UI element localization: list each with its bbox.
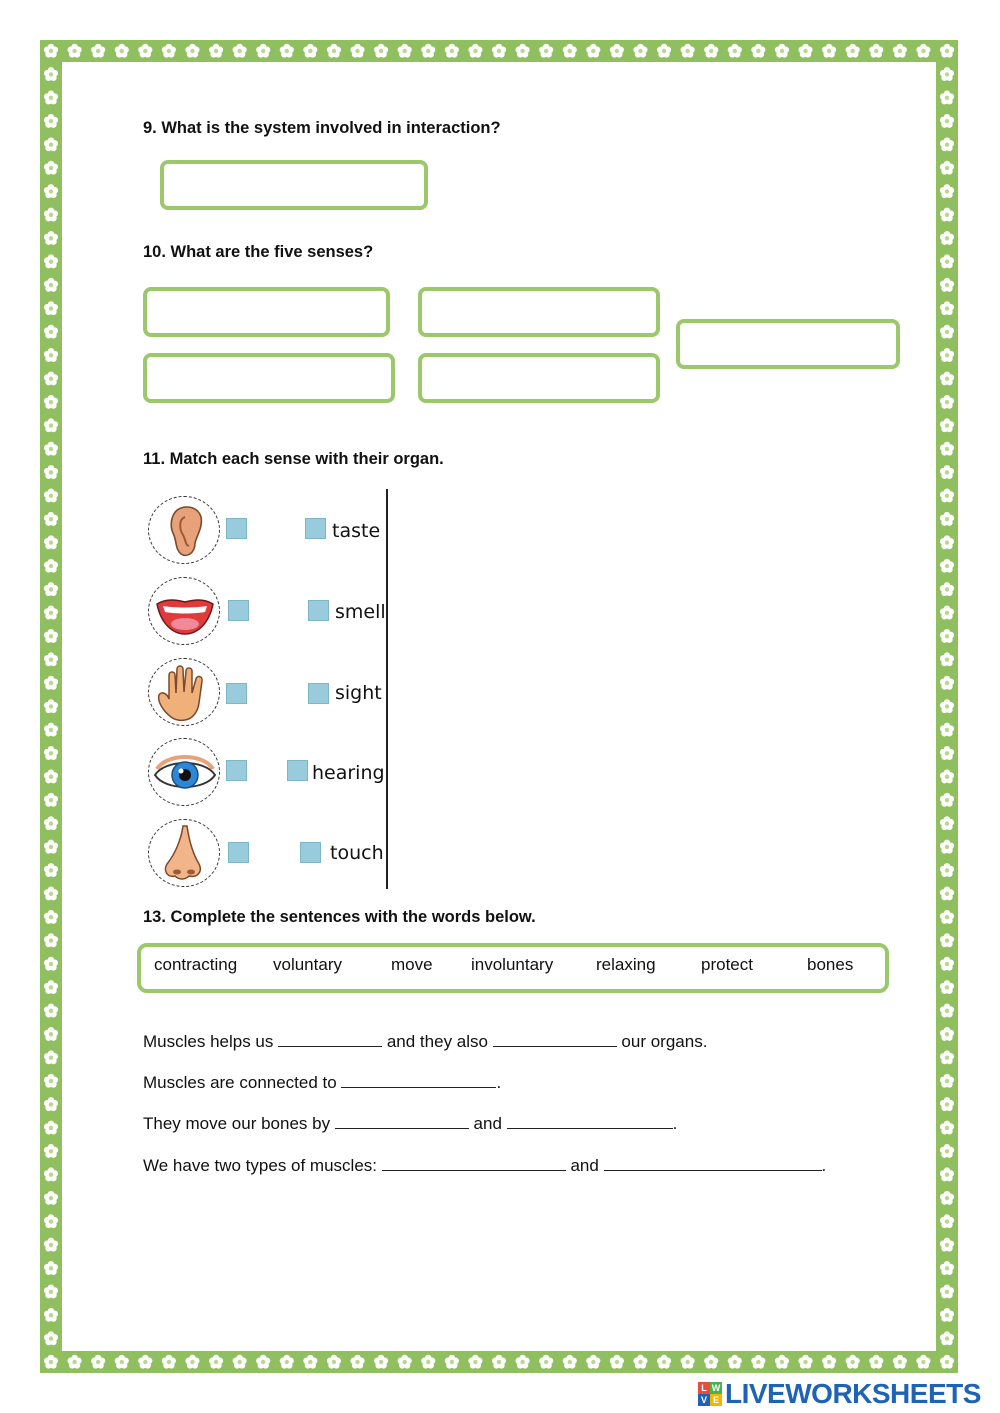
q10-answer-input-1[interactable] bbox=[147, 291, 386, 333]
word-bank-item: bones bbox=[807, 955, 854, 974]
sense-match-square-3[interactable] bbox=[308, 683, 329, 704]
word-bank-item: contracting bbox=[154, 955, 238, 974]
mouth-icon bbox=[148, 577, 220, 645]
sentence-4 bbox=[143, 1156, 826, 1176]
sentence-text: We have two types of muscles: bbox=[143, 1156, 382, 1175]
sentence-blank[interactable] bbox=[341, 1073, 496, 1088]
eye-icon bbox=[148, 738, 220, 806]
liveworksheets-badge-icon bbox=[698, 1382, 722, 1406]
word-bank-item: protect bbox=[701, 955, 753, 974]
q9-answer-input[interactable] bbox=[164, 164, 424, 206]
word-bank-item: move bbox=[391, 955, 433, 974]
sentence-2 bbox=[143, 1073, 501, 1093]
sentence-1 bbox=[143, 1032, 707, 1052]
sense-match-square-1[interactable] bbox=[305, 518, 326, 539]
ear-icon bbox=[148, 496, 220, 564]
sense-match-square-5[interactable] bbox=[300, 842, 321, 863]
q10-answer-input-3[interactable] bbox=[680, 323, 896, 365]
question-11-label: 11. Match each sense with their organ. bbox=[143, 450, 444, 468]
sentence-3 bbox=[143, 1114, 677, 1134]
sentence-text: . bbox=[672, 1114, 678, 1133]
sentence-blank[interactable] bbox=[493, 1032, 617, 1047]
question-10-label: 10. What are the five senses? bbox=[143, 243, 374, 261]
sentence-text: and bbox=[565, 1156, 604, 1175]
sentence-text: Muscles are connected to bbox=[143, 1073, 342, 1092]
sentence-blank[interactable] bbox=[278, 1032, 382, 1047]
nose-icon bbox=[148, 819, 220, 887]
question-9-label: 9. What is the system involved in interaction? bbox=[143, 119, 501, 137]
q10-answer-input-4[interactable] bbox=[147, 357, 391, 399]
hand-icon bbox=[148, 658, 220, 726]
q10-answer-box-1 bbox=[143, 287, 390, 337]
sentence-blank[interactable] bbox=[604, 1156, 822, 1171]
sense-word-sight: sight bbox=[335, 682, 382, 704]
q10-answer-input-2[interactable] bbox=[422, 291, 656, 333]
sentence-text: Muscles helps us bbox=[143, 1032, 279, 1051]
sentence-text: and they also bbox=[382, 1032, 493, 1051]
q9-answer-box bbox=[160, 160, 428, 210]
badge-letter: V bbox=[698, 1394, 710, 1406]
organ-match-square-1[interactable] bbox=[226, 518, 247, 539]
sentence-blank[interactable] bbox=[507, 1114, 673, 1129]
word-bank-item: involuntary bbox=[471, 955, 554, 974]
sentence-text: our organs. bbox=[616, 1032, 708, 1051]
sense-word-touch: touch bbox=[330, 842, 384, 864]
sentence-text: . bbox=[496, 1073, 502, 1092]
divider-line bbox=[386, 489, 388, 889]
q10-answer-box-3 bbox=[676, 319, 900, 369]
organ-match-square-4[interactable] bbox=[226, 760, 247, 781]
organ-match-square-5[interactable] bbox=[228, 842, 249, 863]
organ-match-square-2[interactable] bbox=[228, 600, 249, 621]
sentence-text: They move our bones by bbox=[143, 1114, 335, 1133]
liveworksheets-brand: LIVEWORKSHEETS bbox=[725, 1378, 981, 1409]
sense-word-taste: taste bbox=[332, 520, 381, 542]
liveworksheets-logo[interactable] bbox=[698, 1378, 981, 1410]
sentence-blank[interactable] bbox=[382, 1156, 566, 1171]
badge-letter: W bbox=[711, 1383, 721, 1393]
sentence-text: and bbox=[468, 1114, 507, 1133]
q10-answer-box-4 bbox=[143, 353, 395, 403]
q10-answer-input-5[interactable] bbox=[422, 357, 656, 399]
sentence-text: . bbox=[821, 1156, 827, 1175]
q10-answer-box-5 bbox=[418, 353, 660, 403]
question-13-label: 13. Complete the sentences with the words below. bbox=[143, 908, 536, 926]
sentence-blank[interactable] bbox=[335, 1114, 469, 1129]
badge-letter: L bbox=[698, 1382, 710, 1394]
sense-word-smell: smell bbox=[335, 601, 386, 623]
word-bank-item: relaxing bbox=[596, 955, 656, 974]
badge-letter: E bbox=[710, 1394, 722, 1406]
sense-match-square-4[interactable] bbox=[287, 760, 308, 781]
sense-match-square-2[interactable] bbox=[308, 600, 329, 621]
q10-answer-box-2 bbox=[418, 287, 660, 337]
organ-match-square-3[interactable] bbox=[226, 683, 247, 704]
sense-word-hearing: hearing bbox=[312, 762, 385, 784]
word-bank-item: voluntary bbox=[273, 955, 342, 974]
